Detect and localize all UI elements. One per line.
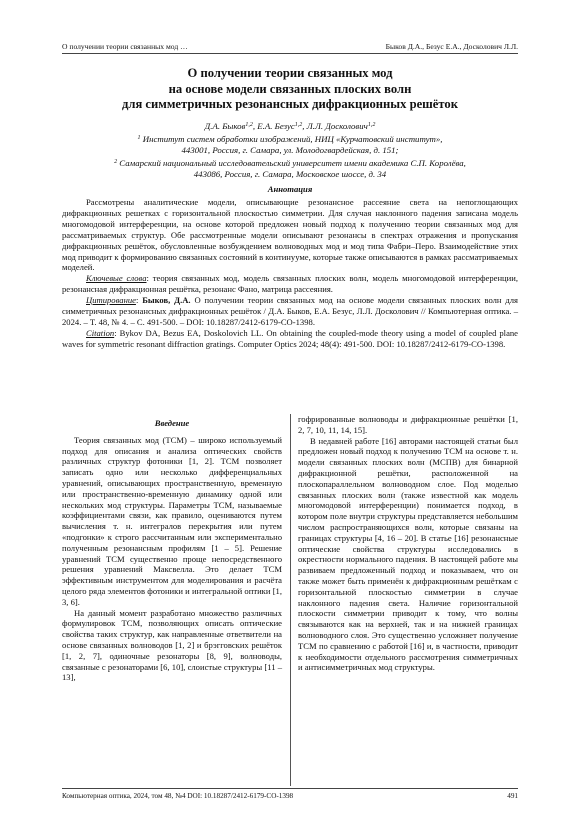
affiliation-2	[62, 157, 518, 170]
intro-paragraph-1: Теория связанных мод (ТСМ) – широко используемый подход для описания и анализа оптических свойств различных структур фотоники [1, 2]. ТСМ позволяет записать одно или несколько дифференциальных уравнений, описывающих пространственную, временную или пространственно-временную динамику одной или нескольких мод структуры. Параметры ТСМ, называемые коэффициентами связи, как правило, оцениваются путем вычисления т. н. интегралов перекрытия или путем «подгонки» к строго рассчитанным или экспериментально полученным резонансным профилям [1 – 5]. Решение уравнений ТСМ существенно проще непосредственного решения уравнений Максвелла. Это делает ТСМ эффективным инструментом для моделирования и расчёта целого ряда элементов фотоники и интегральной оптики [1, 3, 6].	[62, 434, 282, 607]
citation-label: Цитирование	[86, 295, 136, 306]
footer-journal-info: Компьютерная оптика, 2024, том 48, №4 DOI: 10.18287/2412-6179-CO-1398	[62, 792, 294, 800]
footer-rule	[62, 788, 518, 789]
affiliation-2-address: 443086, Россия, г. Самара, Московское шоссе, д. 34	[193, 169, 387, 180]
keywords-label: Ключевые слова	[86, 273, 147, 284]
intro-paragraph-3: В недавней работе [16] авторами настоящей статьи был предложен новый подход к получению ТСМ на основе т. н. модели связанных плоских волн (МСПВ) для бинарной дифракционной решётки, расположенной на плоскопараллельном волноводном слое. Под моделью связанных плоских волн (также известной как модель многомодовой интерференции) понимается подход, в котором поле внутри структуры представляется небольшим числом распространяющихся волн, которые связаны на границах структуры [4, 16 – 20]. В статье [16] резонансные оптические свойства структуры исследовались в окрестности нормального падения. В настоящей работе мы развиваем предложенный подход и показываем, что он также может быть применён к дифракционным решёткам с горизонтальной плоскостью симметрии в случае наклонного падения света. Наличие горизонтальной плоскости симметрии приводит к тому, что волны связываются как на верхней, так и на нижней границах волноводного слоя. Это существенно усложняет получение ТСМ по сравнению с работой [16] и, в частности, приводит к необходимости отдельного рассмотрения симметричных и антисимметричных мод структуры.	[298, 435, 518, 673]
page-footer	[62, 792, 518, 800]
citation-en-label: Citation	[86, 327, 115, 338]
author-line: Д.А. Быков$^{1,2}$, Е.А. Безус$^{1,2}$, Л.Л. Досколович$^{1,2}$	[204, 121, 376, 131]
affiliation-1-mark: 1	[137, 134, 141, 141]
abstract-text: Рассмотрены аналитические модели, описывающие резонансное рассеяние света на непоглощающих дифракционных решетках с горизонтальной плоскостью симметрии. Для случая наклонного падения записана модель многомодовой интерференции, на основе которой предложен новый подход к получению теории связанных мод для рассматриваемых структур. Обе рассмотренные модели описывают резонансы в спектрах отражения и пропускания дифракционных решёток, обусловленные возбуждением волноводных мод и мод типа Фабри–Перо. Взаимодействие этих мод приводит к формированию связанных состояний в континууме, которые также описываются в рамках рассматриваемых моделей.	[62, 197, 518, 273]
running-header-title: О получении теории связанных мод …	[62, 42, 188, 51]
citation-en-paragraph	[62, 328, 518, 350]
intro-paragraph-2: На данный момент разработано множество различных формулировок ТСМ, позволяющих описать оптические свойства таких структур, как направленные ответвители на основе связанных волноводов [1, 2] и брэгговских решёток [1, 2, 7], одиночные резонаторы [8, 9], волноводы, связанные с резонаторами [6, 10], слоистые структуры [11 – 13],	[62, 607, 282, 683]
section-heading-introduction: Введение	[154, 418, 190, 428]
affiliation-1-address: 443001, Россия, г. Самара, ул. Молодогвардейская, д. 151;	[181, 145, 399, 156]
author-bykov: Д.А. Быков	[204, 121, 246, 131]
author-bezus-affil: 1,2	[294, 122, 303, 128]
running-header	[62, 42, 518, 51]
article-title	[62, 66, 518, 113]
affiliation-1-line-1: Институт систем обработки изображений, НИЦ «Курчатовский институт»,	[142, 133, 443, 144]
author-block	[62, 120, 518, 181]
title-line-3: для симметричных резонансных дифракционных решёток	[122, 97, 458, 112]
intro-paragraph-2-continued: гофрированные волноводы и дифракционные решётки [1, 2, 7, 10, 11, 14, 15].	[298, 414, 518, 435]
affiliation-2-line-1: Самарский национальный исследовательский университет имени академика С.П. Королёва,	[119, 157, 466, 168]
citation-text: О получении теории связанных мод на основе модели связанных плоских волн для симметричных резонансных дифракционных решёток / Д.А. Быков, Е.А. Безус, Л.Л. Досколович // Компьютерная оптика. – 2024. – Т. 48, № 4. – С. 491-500. – DOI: 10.18287/2412-6179-CO-1398.	[62, 295, 518, 327]
page-number: 491	[507, 792, 518, 800]
left-column	[62, 414, 282, 786]
right-column	[298, 414, 518, 786]
column-divider	[290, 414, 291, 786]
running-header-authors: Быков Д.А., Безус Е.А., Досколович Л.Л.	[385, 42, 518, 51]
citation-en-text: : Bykov DA, Bezus EA, Doskolovich LL. On obtaining the coupled-mode theory using a model of coupled plane waves for symmetric resonant diffraction gratings. Computer Optics 2024; 48(4): 491-500. DOI: 10.18287/2412-6179-CO-1398.	[62, 327, 518, 349]
affiliation-2-mark: 2	[114, 158, 118, 165]
keywords-text: : теория связанных мод, модель связанных плоских волн, модель многомодовой интерференции, резонансная дифракционная решётка, резонанс Фано, матрица рассеяния.	[62, 273, 518, 295]
body-columns	[62, 414, 518, 786]
abstract-block	[62, 197, 518, 350]
citation-paragraph: Цитирование: Быков, Д.А. О получении теории связанных мод на основе модели связанных плоских волн для симметричных резонансных дифракционных решёток / Д.А. Быков, Е.А. Безус, Л.Л. Досколович // Компьютерная оптика. – 2024. – Т. 48, № 4. – С. 491-500. – DOI: 10.18287/2412-6179-CO-1398.	[62, 295, 518, 327]
author-doskolovich-affil: 1,2	[367, 122, 376, 128]
affiliation-1	[62, 133, 518, 146]
citation-authors: Быков, Д.А.	[142, 295, 191, 306]
author-bykov-affil: 1,2	[245, 122, 253, 128]
title-line-2: на основе модели связанных плоских волн	[168, 81, 412, 96]
author-doskolovich: Л.Л. Досколович	[306, 121, 368, 131]
keywords-paragraph	[62, 273, 518, 295]
title-line-1: О получении теории связанных мод	[187, 66, 393, 80]
author-bezus: Е.А. Безус	[257, 121, 295, 131]
header-rule	[62, 53, 518, 54]
abstract-heading: Аннотация	[267, 184, 313, 194]
